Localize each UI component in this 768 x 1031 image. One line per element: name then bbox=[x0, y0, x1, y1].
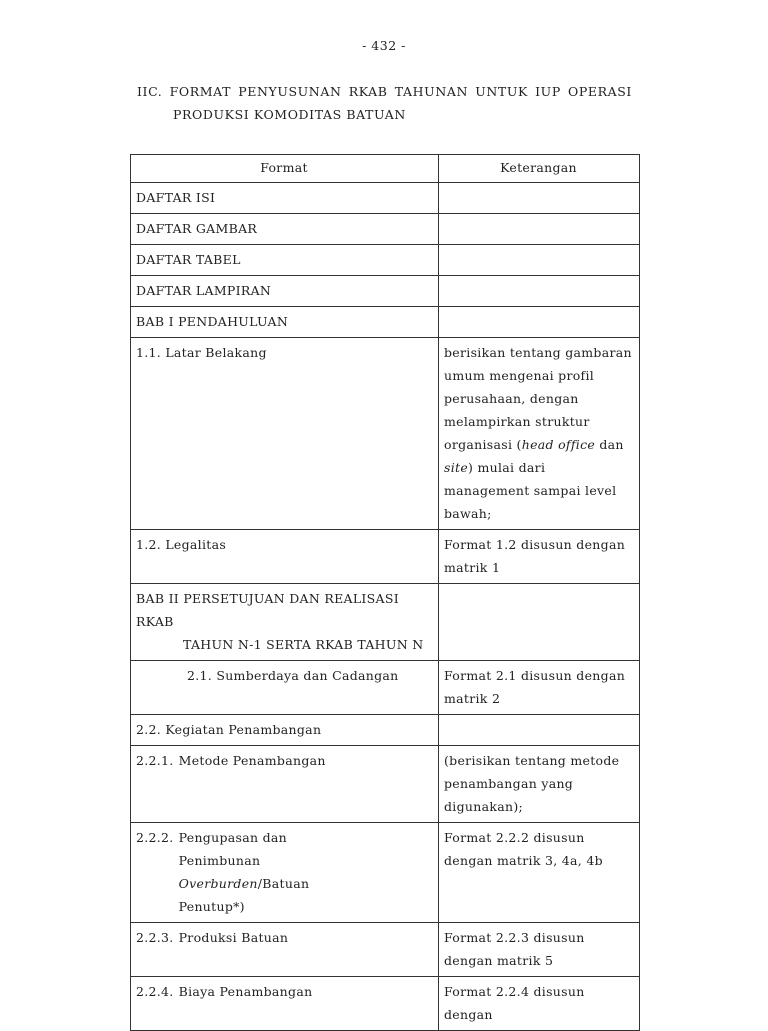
table-row bbox=[131, 245, 640, 276]
subsection-entry bbox=[136, 826, 432, 918]
keterangan-cell: (berisikan tentang metode penambangan yang digunakan); bbox=[439, 746, 640, 823]
keterangan-text: dan bbox=[595, 437, 624, 452]
heading-line-2: PRODUKSI KOMODITAS BATUAN bbox=[173, 107, 406, 122]
subsection-title: Biaya Penambangan bbox=[178, 984, 313, 999]
keterangan-cell bbox=[439, 214, 640, 245]
heading-word: UNTUK bbox=[475, 84, 528, 99]
keterangan-italic-text: head office bbox=[521, 437, 596, 452]
subsection-entry bbox=[136, 749, 432, 772]
table-row bbox=[131, 338, 640, 530]
format-cell bbox=[131, 746, 439, 823]
subsection-title-italic: Overburden bbox=[178, 876, 258, 891]
format-line: TAHUN N-1 SERTA RKAB TAHUN N bbox=[183, 637, 424, 652]
table-row bbox=[131, 715, 640, 746]
keterangan-cell bbox=[439, 338, 640, 530]
keterangan-cell bbox=[439, 183, 640, 214]
format-cell: DAFTAR ISI bbox=[131, 183, 439, 214]
table-row bbox=[131, 307, 640, 338]
format-cell: 2.2. Kegiatan Penambangan bbox=[131, 715, 439, 746]
table-row bbox=[131, 276, 640, 307]
keterangan-cell bbox=[439, 276, 640, 307]
keterangan-cell bbox=[439, 715, 640, 746]
format-cell: DAFTAR GAMBAR bbox=[131, 214, 439, 245]
format-cell: 1.2. Legalitas bbox=[131, 530, 439, 584]
subsection-number: 2.2.4. bbox=[136, 984, 174, 999]
heading-line-1 bbox=[137, 80, 632, 103]
heading-word: RKAB bbox=[348, 84, 388, 99]
format-cell: DAFTAR LAMPIRAN bbox=[131, 276, 439, 307]
heading-word: PENYUSUNAN bbox=[238, 84, 342, 99]
subsection-title: Produksi Batuan bbox=[178, 930, 289, 945]
section-heading bbox=[137, 80, 632, 126]
heading-word: OPERASI bbox=[568, 84, 632, 99]
table-row bbox=[131, 746, 640, 823]
table-row bbox=[131, 923, 640, 977]
heading-word: TAHUNAN bbox=[394, 84, 469, 99]
format-cell: BAB I PENDAHULUAN bbox=[131, 307, 439, 338]
table-row bbox=[131, 214, 640, 245]
format-cell: DAFTAR TABEL bbox=[131, 245, 439, 276]
heading-word: IUP bbox=[535, 84, 561, 99]
format-table bbox=[130, 154, 640, 1031]
keterangan-italic-text: site bbox=[444, 460, 469, 475]
format-cell bbox=[131, 977, 439, 1031]
table-row bbox=[131, 530, 640, 584]
format-cell: 1.1. Latar Belakang bbox=[131, 338, 439, 530]
table-row bbox=[131, 183, 640, 214]
subsection-entry bbox=[136, 926, 432, 949]
keterangan-cell bbox=[439, 584, 640, 661]
keterangan-cell: Format 1.2 disusun dengan matrik 1 bbox=[439, 530, 640, 584]
table-row bbox=[131, 977, 640, 1031]
table-row bbox=[131, 661, 640, 715]
format-cell bbox=[131, 823, 439, 923]
keterangan-cell bbox=[439, 307, 640, 338]
table-header-row bbox=[131, 155, 640, 183]
subsection-number: 2.2.1. bbox=[136, 753, 174, 768]
keterangan-cell: Format 2.2.2 disusun dengan matrik 3, 4a, 4b bbox=[439, 823, 640, 923]
subsection-title: Metode Penambangan bbox=[178, 753, 326, 768]
header-keterangan: Keterangan bbox=[439, 155, 640, 183]
keterangan-text: berisikan tentang gambaran umum mengenai profil perusahaan, dengan melampirkan struktur organisasi ( bbox=[444, 345, 632, 452]
header-format: Format bbox=[131, 155, 439, 183]
keterangan-cell: Format 2.1 disusun dengan matrik 2 bbox=[439, 661, 640, 715]
format-cell: 2.1. Sumberdaya dan Cadangan bbox=[131, 661, 439, 715]
format-cell bbox=[131, 923, 439, 977]
heading-word: FORMAT bbox=[169, 84, 232, 99]
format-line: BAB II PERSETUJUAN DAN REALISASI RKAB bbox=[136, 591, 399, 629]
keterangan-cell: Format 2.2.3 disusun dengan matrik 5 bbox=[439, 923, 640, 977]
keterangan-cell bbox=[439, 245, 640, 276]
subsection-title-text: Pengupasan dan Penimbunan bbox=[178, 830, 287, 868]
subsection-title bbox=[178, 826, 310, 918]
page-number: - 432 - bbox=[362, 38, 406, 53]
subsection-title-text: /Batuan Penutup*) bbox=[178, 876, 310, 914]
subsection-number: 2.2.2. bbox=[136, 830, 174, 845]
keterangan-text: ) mulai dari management sampai level bawah; bbox=[444, 460, 617, 521]
keterangan-cell: Format 2.2.4 disusun dengan bbox=[439, 977, 640, 1031]
table-row bbox=[131, 584, 640, 661]
subsection-entry bbox=[136, 980, 432, 1003]
table-row bbox=[131, 823, 640, 923]
subsection-number: 2.2.3. bbox=[136, 930, 174, 945]
format-cell bbox=[131, 584, 439, 661]
heading-code: IIC. bbox=[137, 84, 163, 99]
